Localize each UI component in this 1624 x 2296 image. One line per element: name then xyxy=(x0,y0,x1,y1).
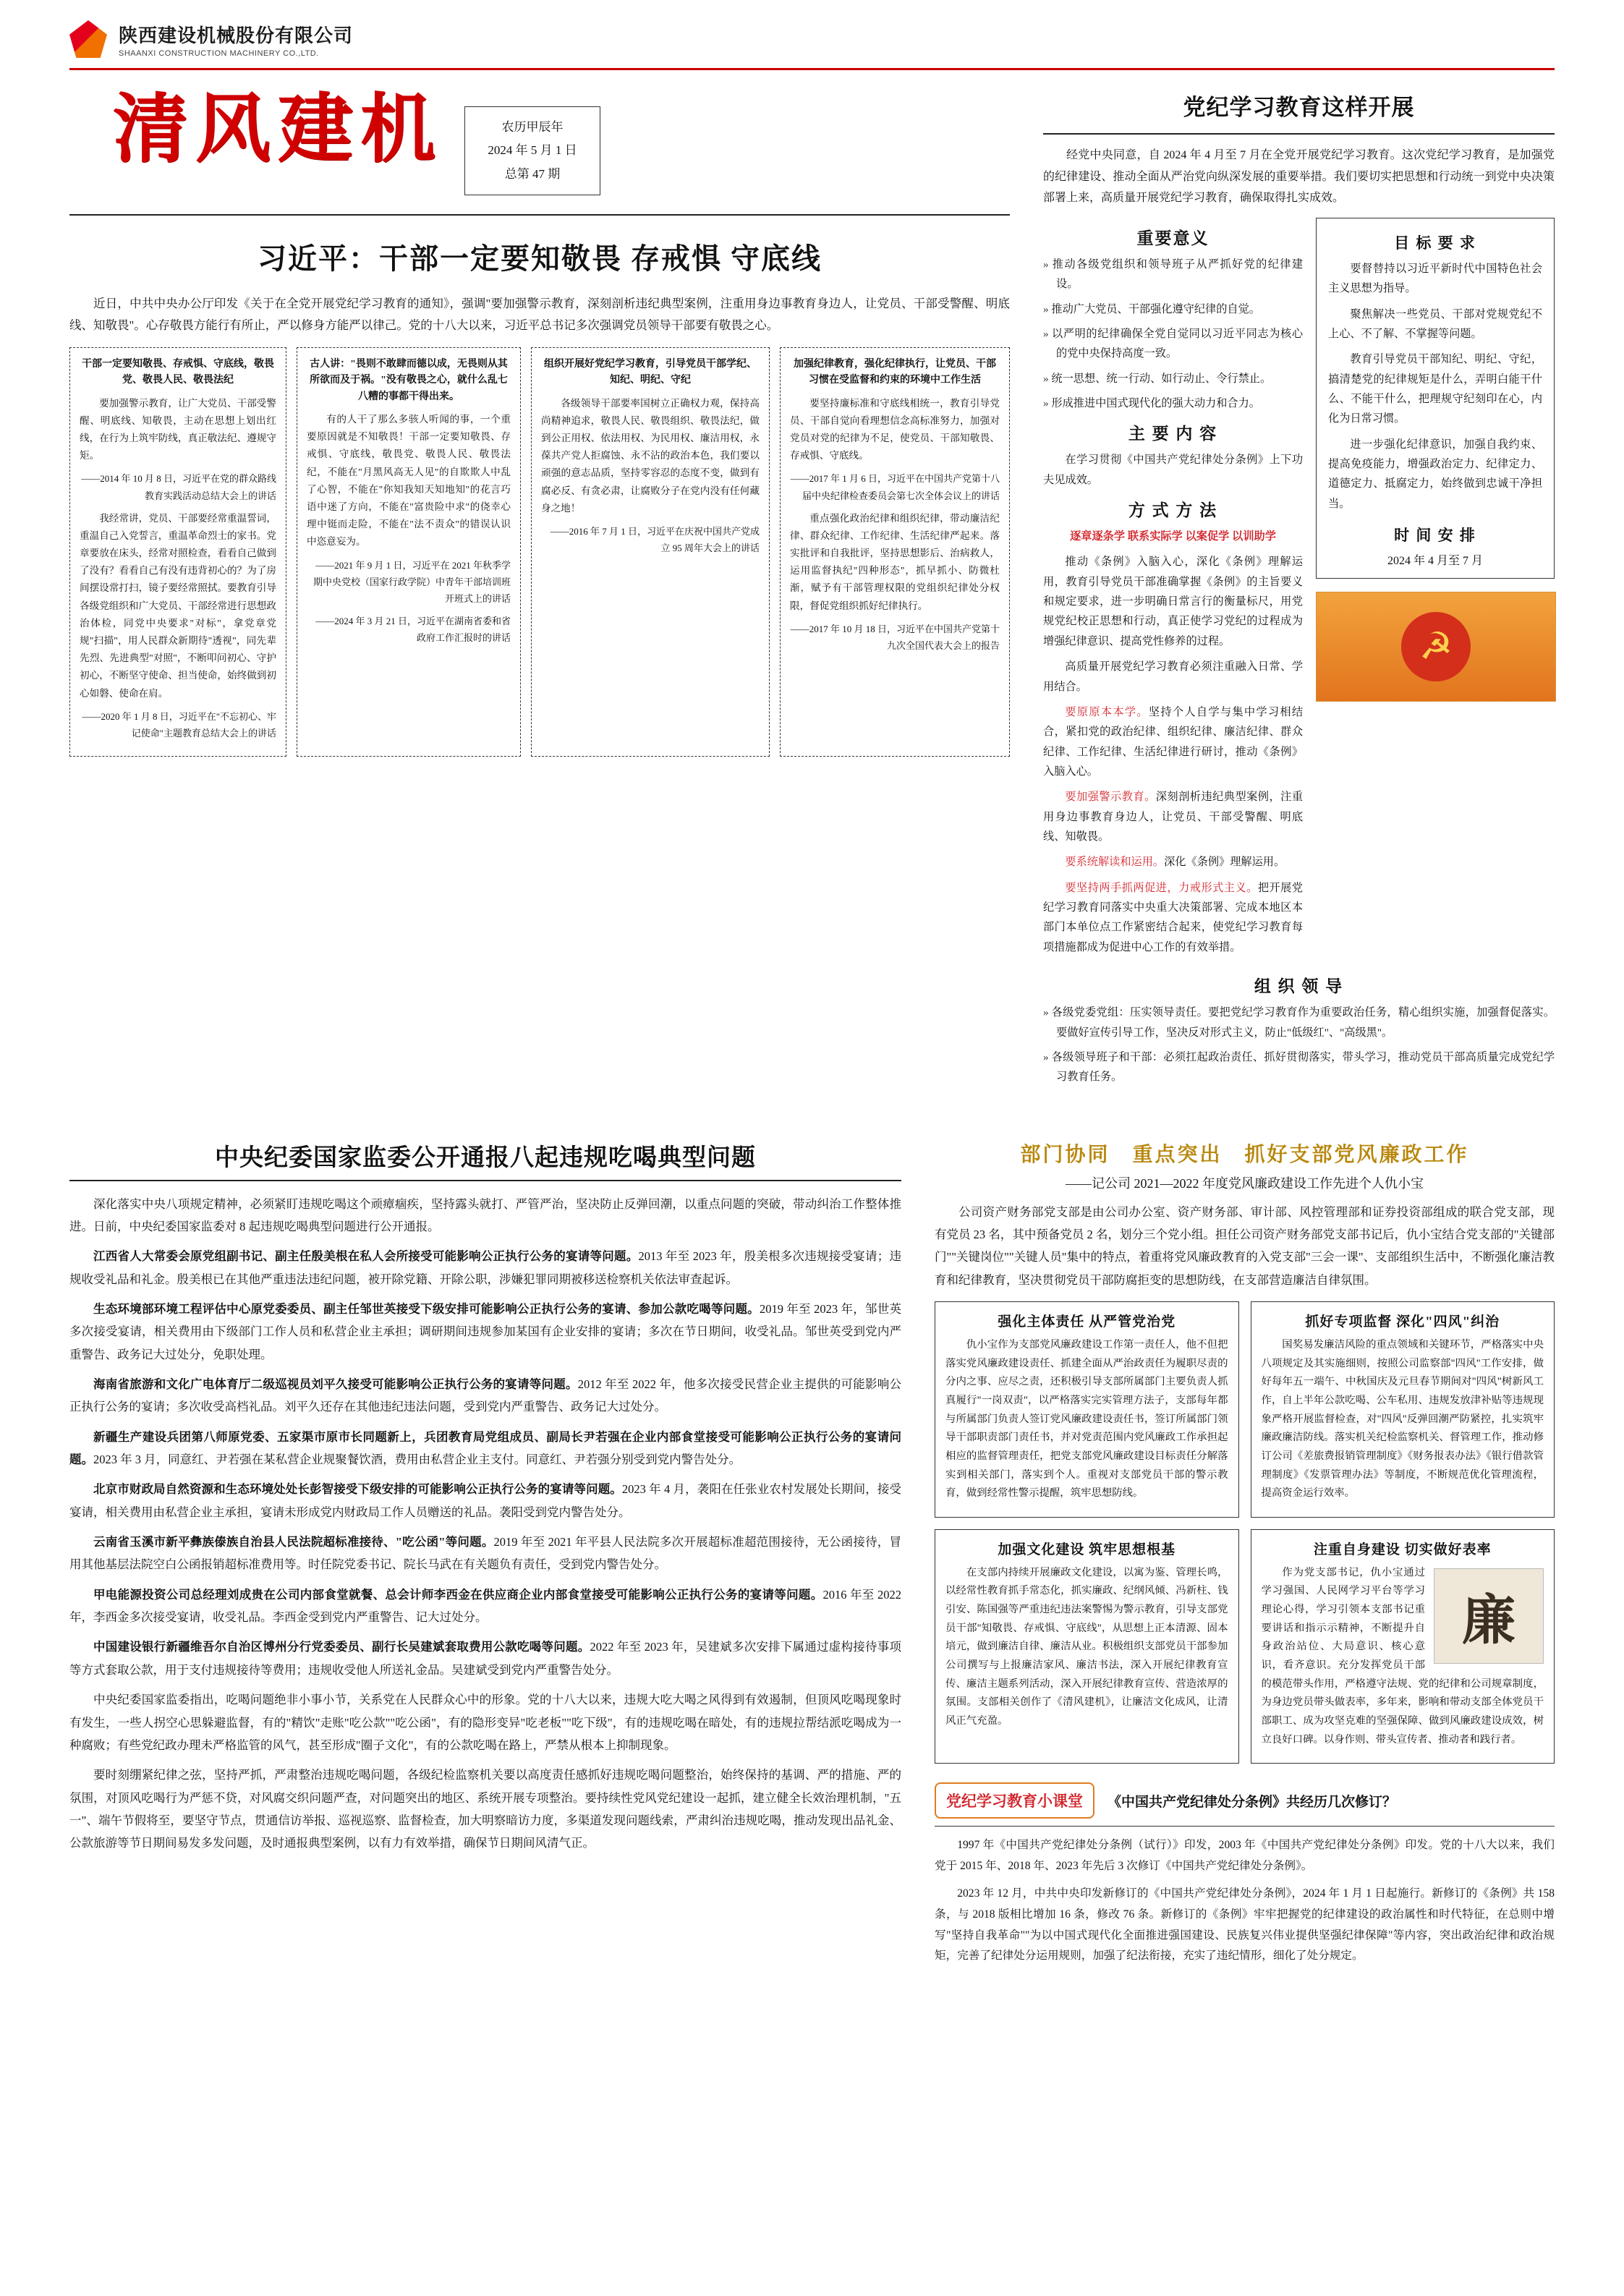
issue-date: 2024 年 5 月 1 日 xyxy=(488,143,577,158)
goal-paragraph: 进一步强化纪律意识，加强自我约束、提高免疫能力，增强政治定力、纪律定力、道德定力、抵腐定力，始终做到忠诚干净担当。 xyxy=(1328,438,1542,510)
time-box-value: 2024 年 4 月至 7 月 xyxy=(1387,555,1483,568)
classroom-divider xyxy=(935,1826,1555,1827)
flag-divider xyxy=(69,214,1010,216)
section-bullet: » 各级领导班子和干部：必须扛起政治责任、抓好贯彻落实，带头学习，推动党员干部高质量完成党纪学习教育任务。 xyxy=(1043,1047,1555,1087)
feature-cell xyxy=(935,1529,1239,1764)
case-body: 2012 年至 2022 年，他多次接受民营企业主提供的可能影响公正执行公务的宴请；多次收受高档礼品。刘平久还存在其他违纪违法问题，受到党内严重警告、政务记大过处分。 xyxy=(69,1377,901,1414)
case-item xyxy=(69,1298,901,1366)
case-body: 2022 年至 2023 年，吴建斌多次安排下属通过虚构接待事项等方式套取公款，用于支付违规接待等费用；违规收受他人所送礼金品。吴建斌受到党内严重警告处分。 xyxy=(69,1640,902,1677)
section-bullet: » 以严明的纪律确保全党自觉同以习近平同志为核心的党中央保持高度一致。 xyxy=(1043,324,1303,364)
section-bullet: » 形成推进中国式现代化的强大动力和合力。 xyxy=(1043,394,1303,413)
top-section xyxy=(0,70,1624,1092)
company-name-cn: 陕西建设机械股份有限公司 xyxy=(119,24,354,46)
case-body: 2023 年 4 月，袭阳在任张业农村发展处长期间，接受宴请，相关费用由私营企业主承担，宴请未形成党内财政局工作人员赠送的礼品。袭阳受到党内警告处分。 xyxy=(69,1482,902,1519)
masthead xyxy=(0,0,1624,58)
body-paragraph: 要时刻绷紧纪律之弦，坚持严抓，严肃整治违规吃喝问题，各级纪检监察机关要以高度责任感抓好违规吃喝问题整治，始终保持的基调、严的措施、严的氛围，对顶风吃喝行为严惩不贷，对风腐交织问题严查，对问题突出的地区、系统开展专项整治。要持续性党风党纪建设一起抓，建立健全长效治理机制，"五一"、端午节假将至，要坚守节点，贯通信访举报、巡视巡察、监督检查，加大明察暗访力度，多渠道发现问题线索，严肃纠治违规吃喝，推动发现出品礼金、公款旅游等节日期间易发多发问题，及时通报典型案例，以有力有效举措，确保节日期间风清气正。 xyxy=(69,1768,901,1850)
section-point-body: 把开展党纪学习教育同落实中央重大决策部署、完成本地区本部门本单位点工作紧密结合起来，使党纪学习教育每项措施都成为促进中心工作的有效举措。 xyxy=(1043,881,1304,953)
feature-title: 强化主体责任 从严管党治党 xyxy=(998,1314,1176,1330)
bottom-right-title: 部门协同 重点突出 抓好支部党风廉政工作 xyxy=(1020,1143,1469,1166)
goal-paragraph: 教育引导党员干部知纪、明纪、守纪，搞清楚党的纪律规矩是什么，弄明白能干什么、不能干什么，把理规守纪刻印在心，内化为日常习惯。 xyxy=(1328,353,1542,425)
quote-box xyxy=(780,347,1010,757)
feature-paragraph: 仇小宝作为支部党风廉政建设工作第一责任人，他不但把落实党风廉政建设责任、抓建全面从严治政责任为履职尽责的分内之事、应尽之责，还积极引导支部所属部门主要负责人抓真履行"一岗双责"，以严格落实完实管理方法子，支部每年都与所属部门负责人签订党风廉政建设责任书，签订所属部门领导干部职责部门责任书，并对党责范围内党风廉政工作承担起相应的监督管理责任，把党支部党风廉政建设目标责任分解落实到相关部门，落实到个人。重视对支部党员干部的警示教育，做到经常性警示提醒，筑牢思想防线。 xyxy=(945,1339,1228,1500)
quote-box xyxy=(69,347,286,757)
quote-paragraph: 要坚持廉标准和守底线相统一，教育引导党员、干部自觉向看理想信念高标准努力，加强对党员对党的纪律为不足，使党员、干部知敬畏、存戒惧、守底线。 xyxy=(790,397,1000,462)
case-lead: 新疆生产建设兵团第八师原党委、五家渠市原市长同题新上，兵团教育局党组成员、副局长尹若强在企业内部食堂接受可能影响公正执行公务的宴请问题。 xyxy=(69,1429,901,1467)
case-item xyxy=(69,1636,901,1681)
section-point-title: 要原原本本学。 xyxy=(1065,705,1149,718)
company-logo-icon xyxy=(69,20,107,58)
bottom-right-subtitle: ——记公司 2021—2022 年度党风廉政建设工作先进个人仇小宝 xyxy=(1066,1175,1424,1191)
case-lead: 北京市财政局自然资源和生态环境处处长彭智接受下级安排的可能影响公正执行公务的宴请等问题。 xyxy=(93,1482,622,1497)
case-lead: 甲电能源投资公司总经理刘成贵在公司内部食堂就餐、总会计师李西金在供应商企业内部食堂接受可能影响公正执行公务的宴请等问题。 xyxy=(93,1587,823,1602)
quote-source: ——2016 年 7 月 1 日，习近平在庆祝中国共产党成立 95 周年大会上的讲话 xyxy=(550,526,760,554)
case-lead: 江西省人大常委会原党组副书记、副主任殷美根在私人会所接受可能影响公正执行公务的宴请等问题。 xyxy=(93,1249,639,1264)
section-heading: 方 式 方 法 xyxy=(1128,501,1218,520)
body-paragraph: 深化落实中央八项规定精神，必须紧盯违规吃喝这个顽瘴痼疾，坚持露头就打、严管严治，坚决防止反弹回潮，以重点问题的突破，带动纠治工作整体推进。日前，中央纪委国家监委对 8 起违规吃喝典型问题进行公开通报。 xyxy=(69,1196,901,1233)
right-body-right xyxy=(1316,218,1555,963)
time-box-heading: 时 间 安 排 xyxy=(1394,527,1476,545)
bottom-right-lead: 公司资产财务部党支部是由公司办公室、资产财务部、审计部、风控管理部和证券投资部组成的联合党支部，现有党员 23 名，其中预备党员 2 名，划分三个党小组。担任公司资产财务部党支部书记后，仇小宝结合党支部的"关键部门""关键岗位""关键人员"集中的特点，着重将党风廉政教育的入党支部"三会一课"、支部组织生活中，不断强化廉洁教育和纪律教育，坚决贯彻党员干部防腐拒变的思想防线，在支部营造廉洁自律氛围。 xyxy=(935,1204,1555,1287)
integrity-calligraphy-image: 廉 xyxy=(1434,1568,1544,1664)
section-point-body: 深刻剖析违纪典型案例，注重用身边事教育身边人，让党员、干部受警醒、明底线、知敬畏。 xyxy=(1043,791,1304,843)
goal-paragraph: 聚焦解决一些党员、干部对党规党纪不上心、不了解、不掌握等问题。 xyxy=(1328,307,1542,340)
right-article-title: 党纪学习教育这样开展 xyxy=(1183,95,1415,120)
bottom-left-title: 中央纪委国家监委公开通报八起违规吃喝典型问题 xyxy=(215,1144,756,1171)
feature-title: 加强文化建设 筑牢思想根基 xyxy=(998,1542,1176,1557)
case-body: 2019 年至 2023 年，邹世英多次接受宴请，相关费用由下级部门工作人员和私营企业主承担；调研期间违规参加某国有企业安排的宴请；多次在节日期间，收受礼品。邹世英受到党内严重警告、政务记大过处分，免职处理。 xyxy=(69,1302,902,1361)
feature-title: 抓好专项监督 深化"四风"纠治 xyxy=(1305,1314,1500,1330)
goal-paragraph: 要督替持以习近平新时代中国特色社会主义思想为指导。 xyxy=(1328,262,1542,295)
feature-paragraph: 在支部内持续开展廉政文化建设，以寓为鉴、管理长鸣，以经常性教育抓手常态化，抓实廉政、纪纲风倾、冯新柱、钱引安、陈国强等严重违纪违法案警惕为警示教育，引导支部党员干部"知敬畏、存戒惧、守底线"，从思想上正本清源、固本培元，做到廉洁自律、廉洁从业。积极组织支部党员干部参加公司撰写与上报廉洁家风、廉洁书法，深入开展纪律教育宣传、廉洁主题系列活动，深入开展纪律教育宣传、营造浓厚的氛围。支部相关创作了《清风建机》，让廉洁文化成风，让清风正气充盈。 xyxy=(945,1566,1228,1727)
right-title-divider xyxy=(1043,133,1555,135)
case-lead: 海南省旅游和文化广电体育厅二级巡视员刘平久接受可能影响公正执行公务的宴请等问题。 xyxy=(93,1377,578,1392)
feature-cell xyxy=(1251,1529,1555,1764)
case-item xyxy=(69,1531,901,1576)
case-lead: 云南省玉溪市新平彝族傣族自治县人民法院超标准接待、"吃公函"等问题。 xyxy=(93,1535,494,1549)
quote-source: ——2017 年 1 月 6 日，习近平在中国共产党第十八届中央纪律检查委员会第七次全体会议上的讲话 xyxy=(790,473,1000,501)
goal-box xyxy=(1316,218,1555,579)
classroom-paragraph: 2023 年 12 月，中共中央印发新修订的《中国共产党纪律处分条例》，2024 年 1 月 1 日起施行。新修订的《条例》共 158 条，与 2018 版相比增加 16 条，修改 76 条。新修订的《条例》牢牢把握党的纪律建设的政治属性和时代特征，在总则中增写"坚持自我革命""为以中国式现代化全面推进强国建设、民族复兴伟业提供坚强纪律保障"等内容，突出政治纪律和政治规矩，完善了纪律处分运用规则，加强了纪法衔接，充实了违纪情形，细化了处分规定。 xyxy=(935,1887,1555,1963)
quote-box xyxy=(297,347,521,757)
right-column-bottom xyxy=(935,1139,1555,1974)
quote-heading: 加强纪律教育，强化纪律执行，让党员、干部习惯在受监督和约束的环境中工作生活 xyxy=(794,358,996,386)
company-name xyxy=(119,21,353,58)
section-point xyxy=(1043,702,1303,781)
section-heading: 主 要 内 容 xyxy=(1128,425,1218,443)
article-lead: 近日，中共中央办公厅印发《关于在全党开展党纪学习教育的通知》，强调"要加强警示教育，深刻剖析违纪典型案例，注重用身边事教育身边人，让党员、干部受警醒、明底线、知敬畏"。心存敬畏方能行有所止，严以修身方能严以律己。党的十八大以来，习近平总书记多次强调党员领导干部要有敬畏之心。 xyxy=(69,296,1010,333)
case-lead: 生态环境部环境工程评估中心原党委委员、副主任邹世英接受下级安排可能影响公正执行公务的宴请、参加公款吃喝等问题。 xyxy=(93,1302,760,1317)
section-bullet: » 推动广大党员、干部强化遵守纪律的自觉。 xyxy=(1043,299,1303,319)
goal-box-heading: 目 标 要 求 xyxy=(1394,234,1476,252)
issue-number: 总第 47 期 xyxy=(504,166,561,181)
classroom-question: 《中国共产党纪律处分条例》共经历几次修订？ xyxy=(1108,1794,1397,1810)
right-article-lead: 经党中央同意，自 2024 年 4 月至 7 月在全党开展党纪学习教育。这次党纪学习教育，是加强党的纪律建设、推动全面从严治党向纵深发展的重要举措。我们要切实把思想和行动统一到党中央决策部署上来，高质量开展党纪学习教育，确保取得扎实成效。 xyxy=(1043,149,1555,205)
issue-lunar-date: 农历甲辰年 xyxy=(501,120,564,134)
section-point-title: 要系统解读和运用。 xyxy=(1065,856,1165,869)
quote-row xyxy=(69,347,1010,757)
flag-row xyxy=(69,77,1010,195)
section-point xyxy=(1043,878,1303,957)
party-emblem-image xyxy=(1316,592,1556,702)
case-item xyxy=(69,1245,901,1291)
right-body-left xyxy=(1043,218,1303,963)
section-paragraph: 在学习贯彻《中国共产党纪律处分条例》上下功夫见成效。 xyxy=(1043,454,1303,486)
feature-title: 注重自身建设 切实做好表率 xyxy=(1313,1542,1492,1557)
quote-source: ——2024 年 3 月 21 日，习近平在湖南省委和省政府工作汇报时的讲话 xyxy=(315,615,511,644)
section-point xyxy=(1043,787,1303,846)
article-headline: 习近平：干部一定要知敬畏 存戒惧 守底线 xyxy=(258,242,822,275)
feature-paragraph: 国奖易发廉洁风险的重点领域和关键环节，严格落实中央八项规定及其实施细则，按照公司监察部"四风"工作安排，做好每年五一端午、中秋国庆及元旦春节期间对"四风"树新风工作，自上半年公款吃喝、公车私用、违规发放津补贴等违规现象严格开展监督检查，对"四风"反弹回潮严防紧控，扎实筑牢廉政廉洁防线。落实机关纪检监察机关、督管理工作，推动修订公司《差旅费报销管理制度》《财务报表办法》《银行借款管理制度》《发票管理办法》等制度，不断规范优化管理流程，提高资金运行效率。 xyxy=(1261,1339,1544,1500)
case-item xyxy=(69,1426,901,1471)
bottom-section xyxy=(0,1092,1624,2003)
hammer-sickle-icon: ☭ xyxy=(1401,612,1471,681)
section-bullet: » 各级党委党组：压实领导责任。要把党纪学习教育作为重要政治任务，精心组织实施，加强督促落实。要做好宣传引导工作，坚决反对形式主义，防止"低级红"、"高级黑"。 xyxy=(1043,1003,1555,1042)
body-paragraph: 中央纪委国家监委指出，吃喝问题绝非小事小节，关系党在人民群众心中的形象。党的十八大以来，违规大吃大喝之风得到有效遏制，但顶风吃喝现象时有发生，一些人拐空心思躲避监督，有的"精饮"走账"吃公款""吃公函"，有的隐形变异"吃老板""吃下级"，有的违规吃喝在暗处，有的违规拉帮结派吃喝成为一种腐败；有些党纪政办理未严格监管的风气，甚至形成"圈子文化"，有的公款吃喝在路上，严禁从根本上抑制现象。 xyxy=(69,1693,901,1752)
quote-paragraph: 各级领导干部要率国树立正确权力观，保持高尚精神追求，敬畏人民、敬畏组织、敬畏法纪，做到公正用权、依法用权、为民用权、廉洁用权，永葆共产党人拒腐蚀、永不沾的政治本色，我们要以顽强的意志品质，坚持零容忍的态度不变，做到有腐必反、有贪必肃，让腐败分子在党内没有任何藏身之地！ xyxy=(541,397,760,514)
section-point-body: 坚持个人自学与集中学习相结合，紧扣党的政治纪律、组织纪律、廉洁纪律、群众纪律、工作纪律、生活纪律进行研讨，推动《条例》入脑入心。 xyxy=(1043,705,1304,778)
case-item xyxy=(69,1583,901,1629)
case-item xyxy=(69,1373,901,1419)
feature-grid xyxy=(935,1301,1555,1764)
quote-paragraph: 我经常讲，党员、干部要经常重温誓词，重温自己入党誓言，重温革命烈士的家书。党章要放在床头，经常对照检查，看看自己做到了没有？看看自己有没有违背初心的？为了房间摆设常打扫，镜子要经常照拭。要教育引导各级党组织和广大党员、干部经常进行思想政治体检，同党中央要求"对标"，拿党章党规"扫描"，用人民群众新期待"透视"，同先辈先烈、先进典型"对照"，不断叩问初心、守护初心，不断坚守使命、担当使命，始终做到初心如磐、使命在肩。 xyxy=(80,512,276,699)
section-paragraph: 高质量开展党纪学习教育必须注重融入日常、学用结合。 xyxy=(1043,660,1303,693)
section-heading: 重要意义 xyxy=(1136,229,1210,247)
section-bullet: » 统一思想、统一行动、如行动止、令行禁止。 xyxy=(1043,369,1303,388)
quote-source: ——2021 年 9 月 1 日，习近平在 2021 年秋季学期中央党校（国家行政学院）中青年干部培训班开班式上的讲话 xyxy=(313,559,511,604)
issue-info xyxy=(464,106,600,195)
section-paragraph: 推动《条例》入脑入心，深化《条例》理解运用，教育引导党员干部准确掌握《条例》的主旨要义和规定要求，进一步明确日常言行的衡量标尺，用党规党纪校正思想和行动，真正使学习党纪的过程成为增强纪律意识、提高党性修养的过程。 xyxy=(1043,556,1303,647)
section-point-body: 深化《条例》理解运用。 xyxy=(1164,856,1285,869)
quote-source: ——2017 年 10 月 18 日，习近平在中国共产党第十九次全国代表大会上的报告 xyxy=(790,623,1000,651)
classroom-paragraph: 1997 年《中国共产党纪律处分条例（试行）》印发，2003 年《中国共产党纪律处分条例》印发。党的十八大以来，我们党于 2015 年、2018 年、2023 年先后 3 次修订《中国共产党纪律处分条例》。 xyxy=(935,1839,1555,1873)
case-body: 2023 年 3 月，同意红、尹若强在某私营企业规聚餐饮酒，费用由私营企业主支付。同意红、尹若强分别受到党内警告处分。 xyxy=(93,1453,741,1467)
section-point-title: 要加强警示教育。 xyxy=(1065,791,1156,804)
quote-heading: 干部一定要知敬畏、存戒惧、守底线，敬畏党、敬畏人民、敬畏法纪 xyxy=(82,358,274,386)
quote-paragraph: 重点强化政治纪律和组织纪律，带动廉洁纪律、群众纪律、工作纪律、生活纪律严起来。落实批评和自我批评，坚持思想影后、治病救人，运用监督执纪"四种形态"，抓早抓小、防微杜渐，赋予有干部管理权限的党组织纪律处分权限，督促党组织抓好纪律执行。 xyxy=(790,512,1000,611)
quote-box xyxy=(531,347,770,757)
case-body: 2019 年至 2021 年平县人民法院多次开展超标准超范围接待，无公函接待，冒用其他基层法院空白公函报销超标准费用等。时任院党委书记、院长马武在有关题负有责任，受到党内警告处分。 xyxy=(69,1535,902,1572)
quote-source: ——2014 年 10 月 8 日，习近平在党的群众路线教育实践活动总结大会上的讲话 xyxy=(81,473,276,501)
quote-paragraph: 要加强警示教育，让广大党员、干部受警醒、明底线、知敬畏，主动在思想上划出红线，在行为上筑牢防线，真正敬法纪、遵规守矩。 xyxy=(80,397,276,462)
bottom-left-divider xyxy=(69,1180,901,1181)
case-item xyxy=(69,1478,901,1523)
left-column-bottom xyxy=(69,1139,901,1974)
section-heading: 组 织 领 导 xyxy=(1254,977,1344,996)
quote-source: ——2020 年 1 月 8 日，习近平在"不忘初心、牢记使命"主题教育总结大会上的讲话 xyxy=(82,710,276,739)
case-body: 2013 年至 2023 年，殷美根多次违规接受宴请；违规收受礼品和礼金。殷美根已在其他严重违法违纪问题，被开除党籍、开除公职，涉嫌犯罪同期被移送检察机关依法审查起诉。 xyxy=(69,1249,902,1286)
case-body: 2016 年至 2022 年，李西金多次接受宴请，收受礼品。李西金受到党内严重警告、记大过处分。 xyxy=(69,1587,901,1625)
quote-heading: 古人讲："畏则不敢肆而德以成，无畏则从其所欲而及于祸。"没有敬畏之心，就什么乱七八糟的事都干得出来。 xyxy=(310,358,508,402)
feature-paragraph: 作为党支部书记，仇小宝通过学习强国、人民网学习平台等学习理论心得，学习引领本支部书记重要讲话和指示示精神，不断提升自身政治站位、大局意识、核心意识，看齐意识。充分发挥党员干部的模范带头作用，严格遵守法规、党的纪律和公司规章制度，为身边党员带头做表率，多年来，影响和带动支部全体党员干部职工、成为攻坚克难的坚强保障、做到风廉政建设成效，树立良好口碑。以身作则、带头宣传者、推动者和践行者。 xyxy=(1261,1566,1544,1746)
classroom-tag: 党纪学习教育小课堂 xyxy=(935,1782,1094,1819)
newspaper-title: 清风建机 xyxy=(113,88,443,171)
section-point xyxy=(1043,852,1303,872)
left-column-top xyxy=(69,77,1010,1092)
right-column-top xyxy=(1043,77,1555,1092)
section-slogan: 逐章逐条学 联系实际学 以案促学 以训助学 xyxy=(1070,530,1276,543)
feature-cell xyxy=(1251,1301,1555,1518)
classroom-header xyxy=(935,1782,1555,1819)
section-bullet: » 推动各级党组织和领导班子从严抓好党的纪律建设。 xyxy=(1043,255,1303,294)
company-name-en: SHAANXI CONSTRUCTION MACHINERY CO.,LTD. xyxy=(119,48,319,58)
section-point-title: 要坚持两手抓两促进，力戒形式主义。 xyxy=(1065,881,1258,894)
quote-heading: 组织开展好党纪学习教育，引导党员干部学纪、知纪、明纪、守纪 xyxy=(544,358,757,386)
feature-cell xyxy=(935,1301,1239,1518)
right-article-body xyxy=(1043,218,1555,963)
case-lead: 中国建设银行新疆维吾尔自治区博州分行党委委员、副行长吴建斌套取费用公款吃喝等问题。 xyxy=(93,1640,590,1654)
quote-paragraph: 有的人干了那么多骇人听闻的事，一个重要原因就是不知敬畏！干部一定要知敬畏、存戒惧、守底线，敬畏党、敬畏人民、敬畏法纪，不能在"月黑风高无人见"的自欺欺人中乱了心智，不能在"你知我知天知地知"的花言巧语中迷了方向，不能在"富贵险中求"的侥幸心理中铤而走险，不能在"法不责众"的错误认识中恣意妄为。 xyxy=(307,414,511,548)
